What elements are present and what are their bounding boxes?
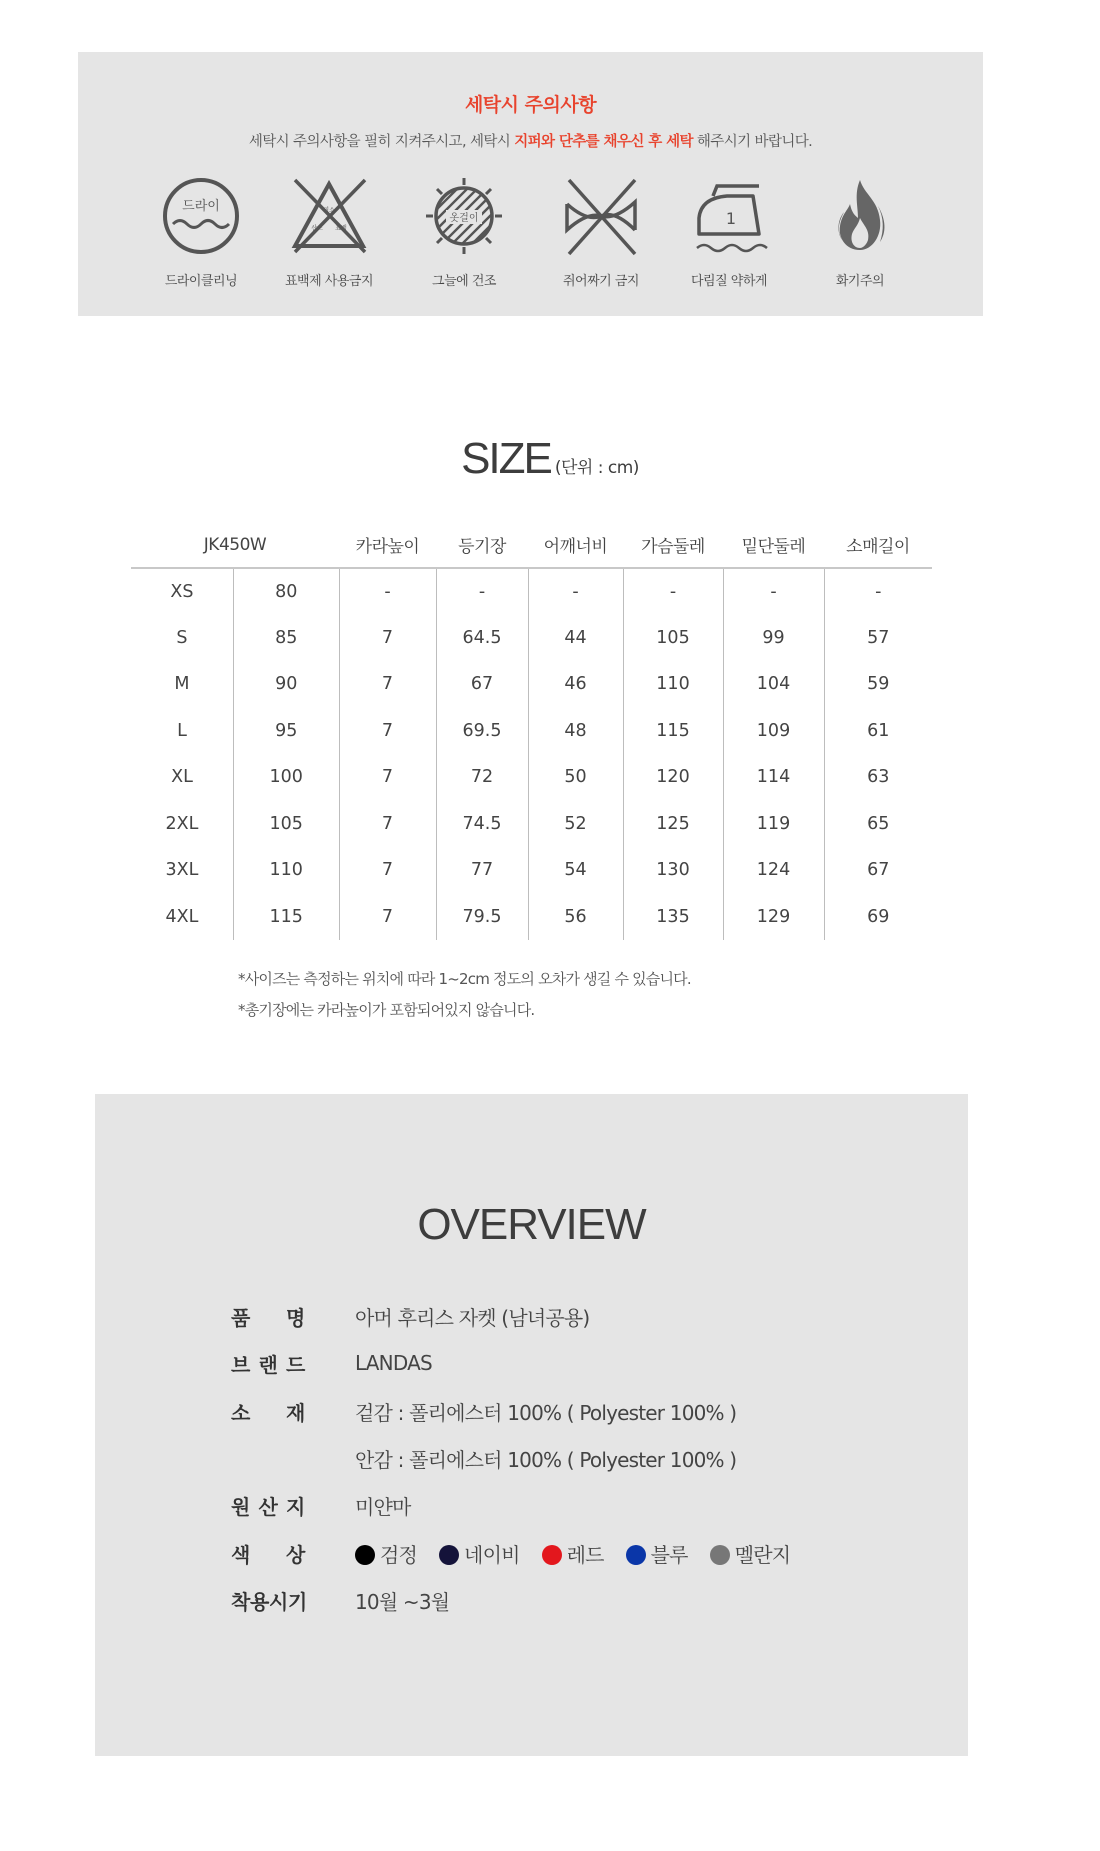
care-label: 쥐어짜기 금지 [563,274,639,289]
size-value-cell: 105 [623,615,723,662]
size-value-cell: 85 [233,615,339,662]
no-bleach-icon-text: 표백 [335,225,347,232]
iron-low-icon-text: 1 [725,209,737,228]
care-label: 다림질 약하게 [691,274,767,289]
size-value-cell: 7 [339,615,436,662]
overview-key-char: 산 [258,1494,278,1519]
size-value-cell: - [528,568,623,615]
overview-key-char: 색 [231,1542,251,1567]
overview-key [231,1397,305,1426]
size-value-cell: 67 [436,661,528,708]
size-table-row [131,894,932,941]
size-col-header: 어깨너비 [528,522,623,568]
size-value-cell: 48 [528,708,623,755]
overview-title: OVERVIEW [417,1200,646,1249]
overview-key [231,1349,305,1378]
size-notes [238,964,691,1026]
size-value-cell: 74.5 [436,801,528,848]
overview-row-origin [231,1490,411,1520]
size-value-cell: - [723,568,824,615]
size-value-cell: 105 [233,801,339,848]
overview-key-char: 품 [231,1305,251,1330]
size-value-cell: 110 [623,661,723,708]
color-item [542,1543,604,1567]
size-table-row [131,847,932,894]
size-title: SIZE [461,434,551,483]
overview-value: 겉감 : 폴리에스터 100% ( Polyester 100% ) [355,1400,737,1425]
color-name: 멜란지 [734,1542,791,1567]
no-wring-icon [559,174,643,258]
overview-key [231,1491,305,1520]
size-table-row [131,568,932,615]
overview-row-season [231,1585,449,1615]
dry-clean-icon-text: 드라이 [182,199,220,214]
size-value-cell: 125 [623,801,723,848]
size-value-cell: 64.5 [436,615,528,662]
size-col-header: 등기장 [436,522,528,568]
care-item-shade-dry [399,174,529,289]
size-value-cell: 7 [339,801,436,848]
overview-row-name [231,1301,589,1331]
overview-key: 착용시기 [231,1589,308,1614]
size-value-cell: 57 [824,615,932,662]
size-value-cell: 54 [528,847,623,894]
shade-dry-icon [422,174,506,258]
size-value-cell: 63 [824,754,932,801]
size-table-body [131,568,932,940]
overview-key-char: 브 [231,1352,251,1377]
size-value-cell: 114 [723,754,824,801]
size-value-cell: 56 [528,894,623,941]
overview-value: 미얀마 [355,1494,411,1519]
overview-value: 안감 : 폴리에스터 100% ( Polyester 100% ) [355,1447,737,1472]
size-unit: (단위 : cm) [554,458,639,478]
overview-value: 아머 후리스 자켓 (남녀공용) [355,1305,590,1330]
size-value-cell: 109 [723,708,824,755]
size-value-cell: 7 [339,661,436,708]
size-label-cell: M [174,674,190,695]
size-col-header: 카라높이 [339,522,436,568]
size-note: *사이즈는 측정하는 위치에 따라 1~2cm 정도의 오차가 생길 수 있습니다. [238,970,691,988]
size-table-row [131,801,932,848]
size-value-cell: - [623,568,723,615]
size-col-header: 가슴둘레 [623,522,723,568]
overview-key-char: 드 [285,1352,305,1377]
size-value-cell: - [339,568,436,615]
size-table [131,522,932,940]
size-header [0,434,1100,484]
care-subtitle-text-end: 해주시기 바랍니다. [692,134,813,150]
iron-low-icon [687,174,771,258]
size-value-cell: 115 [623,708,723,755]
color-name: 레드 [566,1542,604,1567]
care-item-fire [795,174,925,289]
care-item-dry-clean [136,174,266,289]
care-item-iron-low [664,174,794,289]
color-swatch-icon [355,1545,375,1565]
size-value-cell: 129 [723,894,824,941]
size-value-cell: 59 [824,661,932,708]
size-label-cell: XS [170,581,194,602]
size-table-header-row [131,522,932,568]
color-name: 블루 [650,1542,688,1567]
overview-key [231,1302,305,1331]
size-value-cell: 72 [436,754,528,801]
size-value-cell: 99 [723,615,824,662]
no-bleach-icon [287,174,371,258]
color-item [626,1543,688,1567]
overview-key-char: 랜 [258,1352,278,1377]
size-value-cell: 69.5 [436,708,528,755]
care-title: 세탁시 주의사항 [464,94,597,116]
color-name: 네이비 [464,1542,520,1567]
fire-icon [818,174,902,258]
size-value-cell: 7 [339,754,436,801]
color-swatch-icon [626,1545,646,1565]
size-note: *총기장에는 카라높이가 포함되어있지 않습니다. [238,1001,535,1019]
color-name: 검정 [380,1542,418,1567]
overview-key-char: 원 [231,1494,251,1519]
size-value-cell: 115 [233,894,339,941]
care-section [78,52,983,316]
size-value-cell: 80 [233,568,339,615]
shade-dry-icon-text: 옷걸이 [449,213,479,224]
size-value-cell: 52 [528,801,623,848]
size-value-cell: 104 [723,661,824,708]
overview-key-char: 재 [285,1400,305,1425]
care-subtitle-highlight: 지퍼와 단추를 채우신 후 세탁 [514,134,693,150]
size-value-cell: 119 [723,801,824,848]
size-value-cell: 135 [623,894,723,941]
size-value-cell: 61 [824,708,932,755]
size-value-cell: - [436,568,528,615]
size-value-cell: 124 [723,847,824,894]
size-value-cell: 100 [233,754,339,801]
size-value-cell: 110 [233,847,339,894]
overview-value: LANDAS [355,1351,432,1375]
size-value-cell: 95 [233,708,339,755]
size-label-cell: XL [171,767,193,788]
size-label-cell: L [177,720,187,741]
color-swatch-icon [542,1545,562,1565]
size-value-cell: 7 [339,708,436,755]
size-model-header: JK450W [131,522,339,568]
size-label-cell: 4XL [165,906,199,927]
size-value-cell: 130 [623,847,723,894]
care-label: 그늘에 건조 [432,274,496,289]
care-subtitle [78,130,983,151]
care-item-no-wring [536,174,666,289]
care-label: 표백제 사용금지 [284,274,374,289]
overview-key-char: 지 [285,1494,305,1519]
size-value-cell: - [824,568,932,615]
overview-key-char: 명 [285,1305,305,1330]
no-bleach-icon-text: 염소 [323,207,335,214]
color-item [439,1543,520,1567]
overview-key-char: 소 [231,1400,251,1425]
overview-row-colors [231,1538,812,1568]
color-swatch-icon [439,1545,459,1565]
size-value-cell: 46 [528,661,623,708]
size-col-header: 소매길이 [824,522,932,568]
overview-section [95,1094,968,1756]
size-label-cell: 3XL [165,860,199,881]
color-list [355,1539,812,1568]
care-label: 화기주의 [835,274,885,289]
care-subtitle-text: 세탁시 주의사항을 필히 지켜주시고, 세탁시 [248,134,515,150]
size-table-row [131,754,932,801]
size-value-cell: 67 [824,847,932,894]
dry-clean-icon [159,174,243,258]
size-value-cell: 79.5 [436,894,528,941]
size-value-cell: 44 [528,615,623,662]
size-value-cell: 69 [824,894,932,941]
size-col-header: 밑단둘레 [723,522,824,568]
overview-row-material [231,1396,736,1426]
overview-row-brand [231,1348,432,1378]
size-value-cell: 7 [339,894,436,941]
no-bleach-icon-text: 산소 [311,225,323,232]
size-table-row [131,661,932,708]
size-value-cell: 50 [528,754,623,801]
overview-value: 10월 ~3월 [355,1589,450,1614]
care-item-no-bleach [264,174,394,289]
size-value-cell: 7 [339,847,436,894]
care-label: 드라이클리닝 [164,274,238,289]
overview-row-material-inner [231,1443,736,1473]
color-item [710,1543,791,1567]
size-label-cell: S [176,627,188,648]
size-value-cell: 120 [623,754,723,801]
overview-key [231,1539,305,1568]
size-table-row [131,708,932,755]
size-value-cell: 90 [233,661,339,708]
size-value-cell: 65 [824,801,932,848]
size-label-cell: 2XL [165,813,199,834]
size-value-cell: 77 [436,847,528,894]
color-item [355,1543,417,1567]
overview-key-char: 상 [285,1542,305,1567]
color-swatch-icon [710,1545,730,1565]
size-table-row [131,615,932,662]
